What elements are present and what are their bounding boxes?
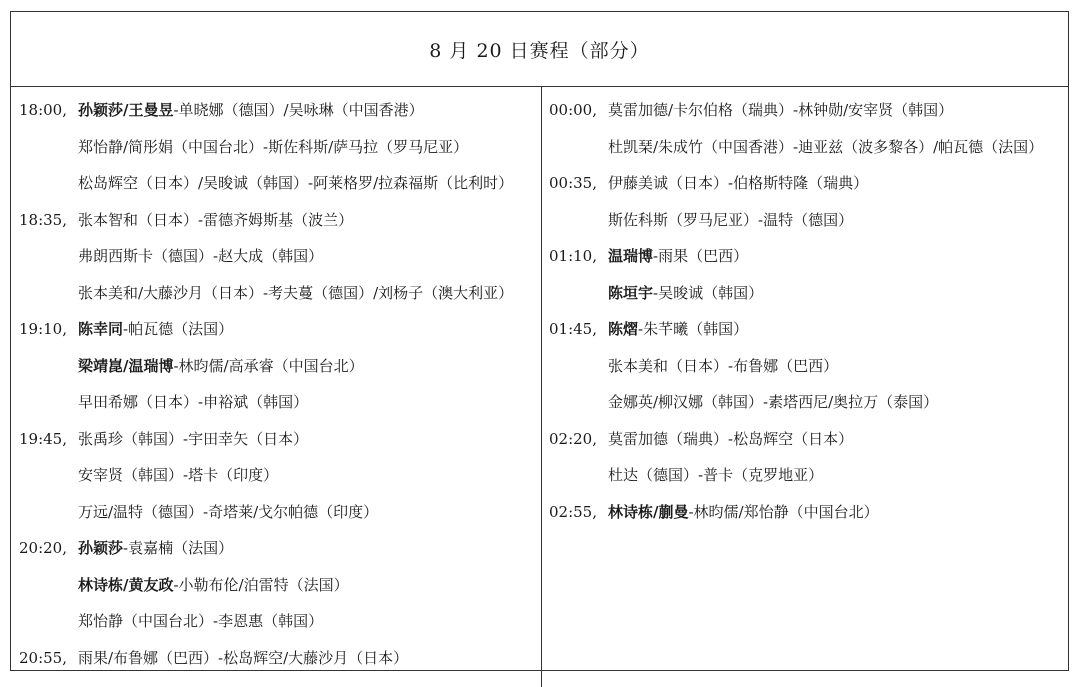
time-slot [541, 311, 1070, 421]
chinese-player-name: 孙颖莎 [78, 539, 124, 557]
schedule-table [10, 11, 1069, 671]
match-segment: 伊藤美诚（日本）-伯格斯特隆（瑞典） [608, 174, 869, 192]
time-label: 20:55, [19, 648, 67, 667]
match-segment: 松岛辉空（日本）/吴晙诚（韩国）-阿莱格罗/拉森福斯（比利时） [78, 174, 514, 192]
time-label: 00:35, [549, 174, 597, 192]
match-text [78, 567, 349, 604]
chinese-player-name: 孙颖莎/王曼昱 [78, 101, 174, 119]
match-row [541, 421, 1070, 458]
time-slot [541, 238, 1070, 311]
time-label: 18:35, [19, 210, 67, 229]
match-row [11, 640, 541, 677]
time-label: 20:20, [19, 539, 67, 557]
match-text [78, 457, 278, 494]
match-segment: -单晓娜（德国）/吴咏琳（中国香港） [173, 101, 424, 119]
match-row [11, 202, 541, 239]
chinese-player-name: 陈熠 [608, 320, 639, 338]
match-segment: -小勒布伦/泊雷特（法国） [173, 575, 349, 594]
match-row [11, 275, 541, 312]
match-segment: 郑怡静（中国台北）-李恩惠（韩国） [78, 612, 324, 630]
time-label: 02:55, [549, 502, 597, 521]
match-text [608, 92, 953, 129]
time-slot [11, 311, 541, 421]
match-row [541, 275, 1070, 312]
match-segment: 雨果/布鲁娜（巴西）-松岛辉空/大藤沙月（日本） [78, 648, 409, 667]
match-segment: 弗朗西斯卡（德国）-赵大成（韩国） [78, 247, 324, 265]
match-row [541, 384, 1070, 421]
time-slot [11, 92, 541, 202]
match-segment: -吴晙诚（韩国） [653, 283, 764, 302]
match-row [11, 384, 541, 421]
time-slot [541, 165, 1070, 238]
match-segment: -林昀儒/高承睿（中国台北） [173, 356, 364, 375]
match-text [608, 202, 853, 239]
match-segment: 张本美和（日本）-布鲁娜（巴西） [608, 356, 839, 375]
match-text [608, 421, 853, 458]
match-segment: 早田希娜（日本）-申裕斌（韩国） [78, 393, 309, 411]
match-text [608, 129, 1043, 166]
time-label: 19:45, [19, 429, 67, 448]
match-row [11, 530, 541, 567]
match-text [78, 238, 323, 275]
match-segment: 杜凯琹/朱成竹（中国香港）-迪亚兹（波多黎各）/帕瓦德（法国） [608, 137, 1044, 156]
match-row [541, 311, 1070, 348]
match-row [11, 129, 541, 166]
match-text [608, 311, 748, 348]
match-text [78, 603, 323, 640]
match-segment: 万远/温特（德国）-奇塔莱/戈尔帕德（印度） [78, 502, 379, 521]
chinese-player-name: 陈垣宇 [608, 283, 654, 302]
match-row [11, 421, 541, 458]
match-row [541, 348, 1070, 385]
match-text [78, 384, 308, 421]
match-segment: -袁嘉楠（法国） [123, 539, 234, 557]
chinese-player-name: 梁靖崑/温瑞博 [78, 356, 174, 375]
match-text [78, 165, 513, 202]
match-segment: -林昀儒/郑怡静（中国台北） [688, 502, 879, 521]
chinese-player-name: 陈幸同 [78, 320, 124, 338]
match-text [78, 92, 424, 129]
match-text [608, 275, 763, 312]
match-row [11, 603, 541, 640]
match-row [541, 494, 1070, 531]
match-row [541, 92, 1070, 129]
match-text [78, 530, 233, 567]
chinese-player-name: 温瑞博 [608, 247, 654, 265]
time-slot [541, 421, 1070, 494]
time-label: 19:10, [19, 320, 67, 338]
match-segment: 杜达（德国）-普卡（克罗地亚） [608, 466, 824, 484]
match-row [541, 202, 1070, 239]
match-segment: 安宰贤（韩国）-塔卡（印度） [78, 466, 279, 484]
match-text [78, 129, 468, 166]
match-segment: 斯佐科斯（罗马尼亚）-温特（德国） [608, 210, 854, 229]
match-segment: 郑怡静/简彤娟（中国台北）-斯佐科斯/萨马拉（罗马尼亚） [78, 137, 469, 156]
match-text [78, 640, 408, 677]
time-slot [541, 92, 1070, 165]
match-segment: 金娜英/柳汉娜（韩国）-素塔西尼/奥拉万（泰国） [608, 393, 939, 411]
match-text [78, 311, 233, 348]
match-row [541, 238, 1070, 275]
match-text [608, 494, 879, 531]
match-segment: 莫雷加德/卡尔伯格（瑞典）-林钟勋/安宰贤（韩国） [608, 101, 954, 119]
chinese-player-name: 林诗栋/黄友政 [78, 575, 174, 594]
time-slot [11, 202, 541, 312]
match-row [11, 348, 541, 385]
match-segment: -雨果（巴西） [653, 247, 749, 265]
time-slot [11, 421, 541, 531]
match-row [11, 494, 541, 531]
match-segment: 张本美和/大藤沙月（日本）-考夫蔓（德国）/刘杨子（澳大利亚） [78, 283, 514, 302]
match-text [608, 238, 748, 275]
match-segment: 莫雷加德（瑞典）-松岛辉空（日本） [608, 429, 854, 448]
time-label: 02:20, [549, 429, 597, 448]
match-text [78, 421, 308, 458]
match-segment: -帕瓦德（法国） [123, 320, 234, 338]
match-text [608, 348, 838, 385]
match-text [608, 457, 823, 494]
time-label: 00:00, [549, 101, 597, 119]
left-column [11, 92, 541, 676]
match-row [11, 311, 541, 348]
match-row [541, 457, 1070, 494]
match-text [78, 494, 378, 531]
match-row [11, 567, 541, 604]
match-segment: 张本智和（日本）-雷德齐姆斯基（波兰） [78, 210, 354, 229]
match-row [541, 165, 1070, 202]
time-label: 01:10, [549, 247, 597, 265]
time-slot [541, 494, 1070, 531]
time-slot [11, 530, 541, 640]
time-label: 18:00, [19, 101, 67, 119]
time-slot [11, 640, 541, 677]
match-row [541, 129, 1070, 166]
match-text [78, 275, 513, 312]
match-row [11, 165, 541, 202]
match-text [78, 202, 353, 239]
page-title: 8 月 20 日赛程（部分） [429, 39, 650, 62]
match-row [11, 457, 541, 494]
match-text [608, 165, 868, 202]
match-row [11, 92, 541, 129]
match-segment: -朱芊曦（韩国） [638, 320, 749, 338]
match-text [78, 348, 364, 385]
match-segment: 张禹珍（韩国）-宇田幸矢（日本） [78, 429, 309, 448]
chinese-player-name: 林诗栋/蒯曼 [608, 502, 689, 521]
match-row [11, 238, 541, 275]
time-label: 01:45, [549, 320, 597, 338]
match-text [608, 384, 938, 421]
title-row [11, 12, 1068, 87]
right-column [541, 92, 1070, 530]
